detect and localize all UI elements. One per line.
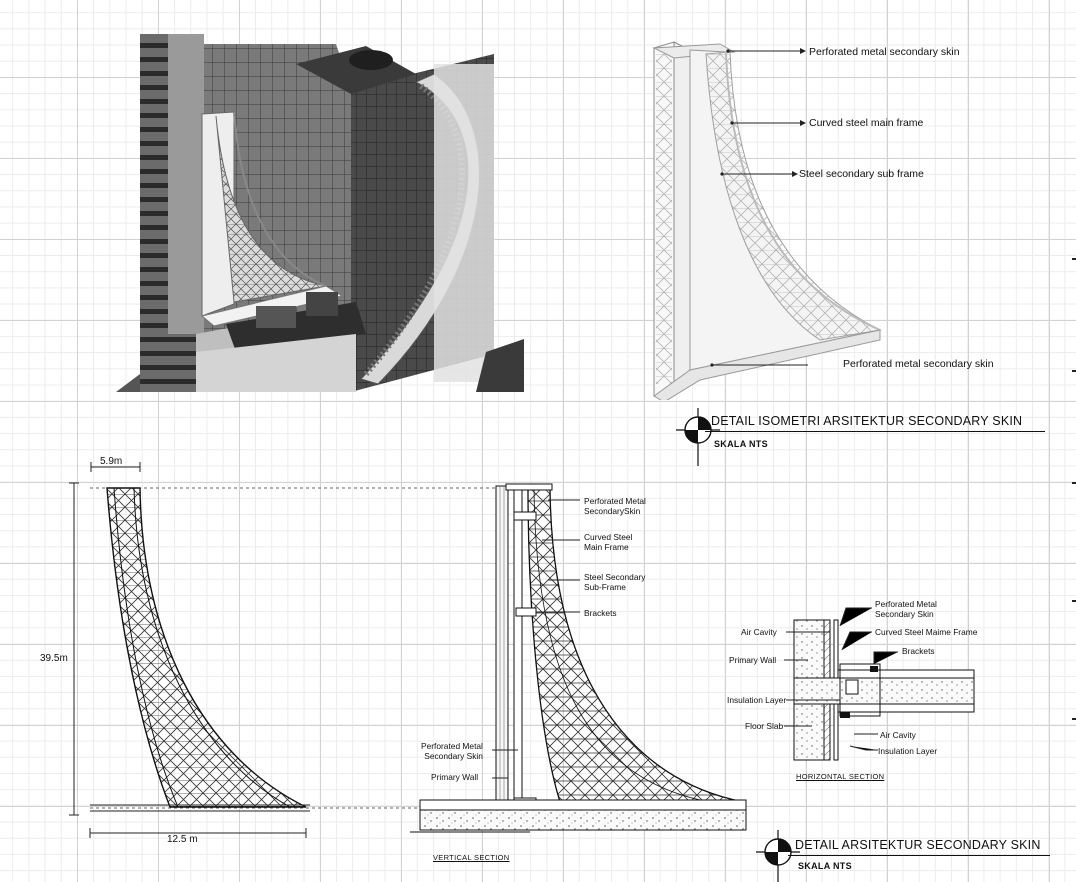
hs-callout-air-cavity-left: Air Cavity bbox=[741, 627, 777, 637]
sheet-edge-tick bbox=[1072, 718, 1076, 720]
vs-callout-steel-sub-frame: Steel Secondary Sub-Frame bbox=[584, 572, 646, 593]
callout-steel-sub-frame: Steel secondary sub frame bbox=[799, 168, 924, 180]
callout-perforated-skin-top: Perforated metal secondary skin bbox=[809, 46, 960, 58]
horizontal-section-drawing bbox=[780, 600, 980, 770]
hs-callout-floor-slab: Floor Slab bbox=[745, 721, 784, 731]
vs-callout-left-skin: Perforated Metal Secondary Skin bbox=[421, 741, 483, 762]
horizontal-section-label: HORIZONTAL SECTION bbox=[796, 772, 885, 781]
vs-callout-brackets: Brackets bbox=[584, 608, 617, 618]
vs-callout-primary-wall: Primary Wall bbox=[431, 772, 479, 782]
sheet-edge-tick bbox=[1072, 482, 1076, 484]
detail-title: DETAIL ARSITEKTUR SECONDARY SKIN bbox=[795, 838, 1041, 852]
sheet-edge-tick bbox=[1072, 370, 1076, 372]
hs-callout-air-cavity-right: Air Cavity bbox=[880, 730, 916, 740]
callout-curved-main-frame: Curved steel main frame bbox=[809, 117, 924, 129]
vs-callout-curved-main-frame: Curved Steel Main Frame bbox=[584, 532, 633, 553]
title-underline bbox=[705, 431, 1045, 432]
hs-callout-insulation-right: Insulation Layer bbox=[878, 746, 938, 756]
hs-callout-primary-wall: Primary Wall bbox=[729, 655, 777, 665]
sheet-edge-tick bbox=[1072, 600, 1076, 602]
sheet-edge-tick bbox=[1072, 258, 1076, 260]
dimension-bottom-width: 12.5 m bbox=[167, 834, 198, 845]
hs-callout-perforated-skin: Perforated Metal Secondary Skin bbox=[875, 599, 937, 620]
isometric-title: DETAIL ISOMETRI ARSITEKTUR SECONDARY SKIN bbox=[711, 414, 1023, 428]
detail-title-underline bbox=[788, 855, 1050, 856]
dimension-height: 39.5m bbox=[40, 653, 68, 664]
vertical-section-drawing bbox=[410, 480, 750, 840]
vertical-section-label: VERTICAL SECTION bbox=[433, 853, 510, 862]
detail-section-marker-icon bbox=[756, 830, 800, 882]
isometric-scale: SKALA NTS bbox=[714, 439, 768, 449]
isometric-leader-lines bbox=[700, 40, 810, 380]
hs-callout-brackets: Brackets bbox=[902, 646, 935, 656]
callout-perforated-skin-bottom: Perforated metal secondary skin bbox=[843, 358, 994, 370]
hs-callout-insulation-left: Insulation Layer bbox=[727, 695, 787, 705]
hs-callout-curved-frame: Curved Steel Maime Frame bbox=[875, 627, 978, 637]
building-render bbox=[116, 34, 528, 392]
detail-scale: SKALA NTS bbox=[798, 861, 852, 871]
vs-callout-perforated-skin: Perforated Metal SecondarySkin bbox=[584, 496, 646, 517]
dimension-top-width: 5.9m bbox=[100, 456, 123, 467]
